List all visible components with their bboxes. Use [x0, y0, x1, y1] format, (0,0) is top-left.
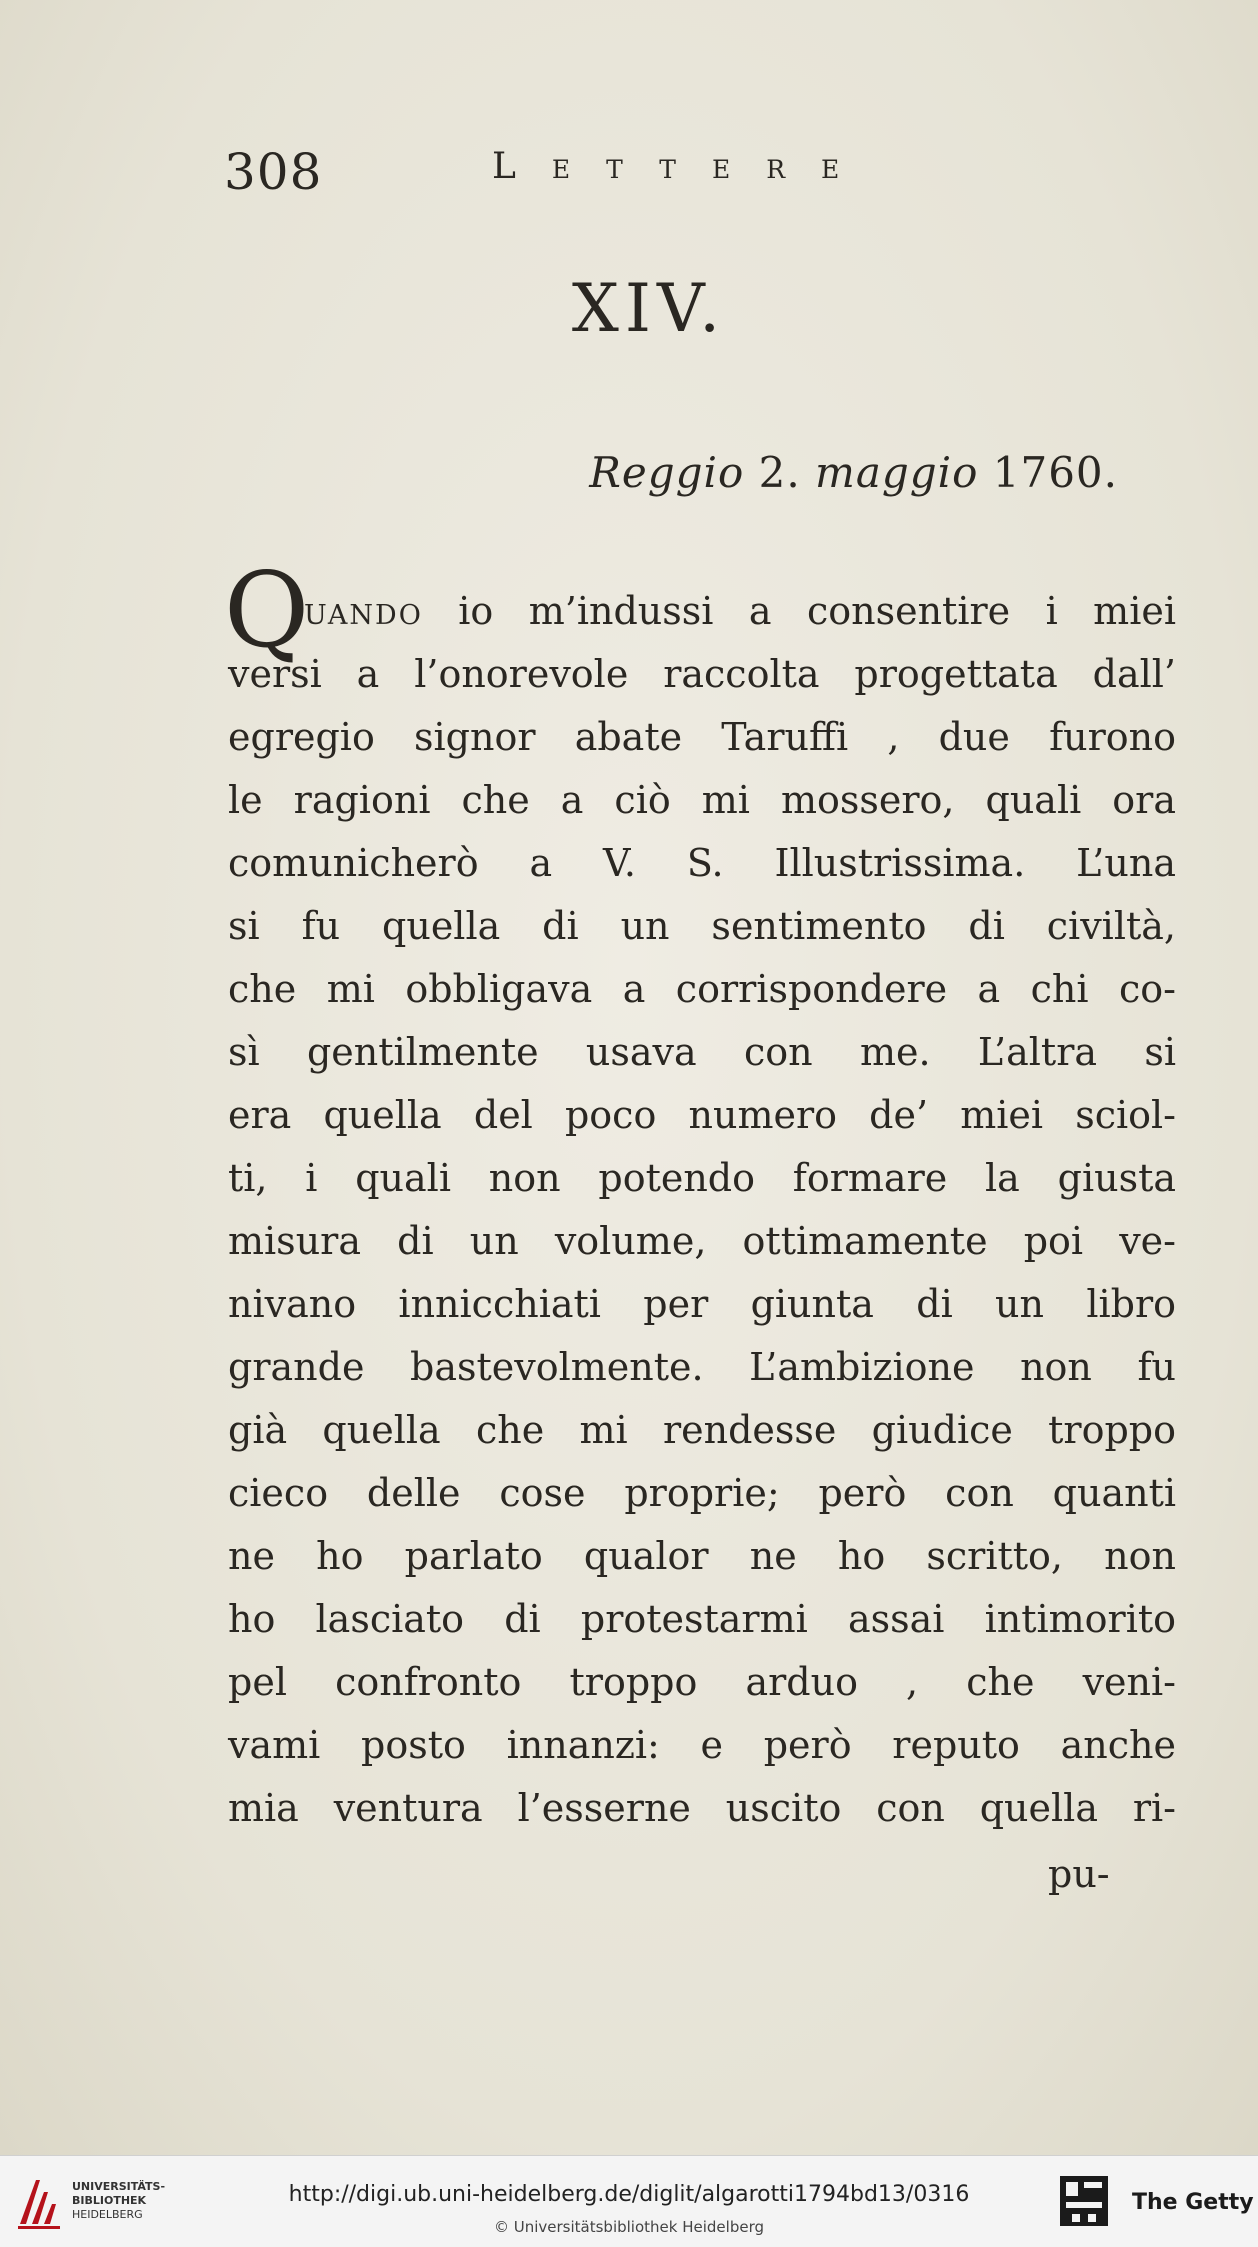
footer-bar — [0, 2155, 1258, 2247]
university-name-line: UNIVERSITÄTS- — [72, 2180, 166, 2193]
university-name-line: BIBLIOTHEK — [72, 2194, 147, 2207]
text-line: si fu quella di un sentimento di civiltà, — [228, 904, 1176, 948]
text-line — [224, 549, 1176, 671]
drop-cap: Q — [224, 549, 310, 671]
text-line: mia ventura l’esserne uscito con quella ri- — [228, 1786, 1176, 1830]
text-line: cieco delle cose proprie; però con quanti — [228, 1471, 1176, 1515]
text-line: versi a l’onorevole raccolta progettata dall’ — [228, 652, 1176, 696]
text-line: comunicherò a V. S. Illustrissima. L’una — [228, 841, 1176, 885]
line-text: io m’indussi a consentire i miei — [458, 589, 1176, 633]
text-line: le ragioni che a ciò mi mossero, quali ora — [228, 778, 1176, 822]
text-line: ti, i quali non potendo formare la giusta — [228, 1156, 1176, 1200]
letter-body — [224, 549, 1176, 1840]
text-line: nivano innicchiati per giunta di un libro — [228, 1282, 1176, 1326]
text-line: pel confronto troppo arduo , che veni- — [228, 1660, 1176, 1704]
text-line: vami posto innanzi: e però reputo anche — [228, 1723, 1176, 1767]
getty-logo-icon[interactable] — [1058, 2174, 1110, 2232]
text-line: era quella del poco numero de’ miei sciol- — [228, 1093, 1176, 1137]
getty-name: The Getty — [1132, 2190, 1254, 2215]
opening-smallcaps: uando — [304, 589, 423, 633]
dateline-year: 1760. — [992, 448, 1118, 497]
text-line: ne ho parlato qualor ne ho scritto, non — [228, 1534, 1176, 1578]
catchword: pu- — [1048, 1852, 1110, 1896]
text-line: già quella che mi rendesse giudice troppo — [228, 1408, 1176, 1452]
dateline-month: maggio — [815, 448, 979, 497]
copyright-notice: © Universitätsbibliothek Heidelberg — [493, 2218, 764, 2236]
text-line: che mi obbligava a corrispondere a chi co- — [228, 967, 1176, 1011]
dateline-day: 2. — [758, 448, 801, 497]
text-line: sì gentilmente usava con me. L’altra si — [228, 1030, 1176, 1074]
text-line: ho lasciato di protestarmi assai intimorito — [228, 1597, 1176, 1641]
page-number: 308 — [224, 143, 323, 201]
university-name-line: HEIDELBERG — [72, 2208, 143, 2221]
text-line: egregio signor abate Taruffi , due furono — [228, 715, 1176, 759]
letter-number: XIV. — [571, 270, 727, 347]
permalink-url[interactable]: http://digi.ub.uni-heidelberg.de/diglit/algarotti1794bd13/0316 — [288, 2182, 970, 2207]
text-line: grande bastevolmente. L’ambizione non fu — [228, 1345, 1176, 1389]
running-title: Lettere — [492, 146, 876, 187]
dateline-place: Reggio — [589, 448, 745, 497]
dateline — [589, 448, 1118, 497]
text-line: misura di un volume, ottimamente poi ve- — [228, 1219, 1176, 1263]
